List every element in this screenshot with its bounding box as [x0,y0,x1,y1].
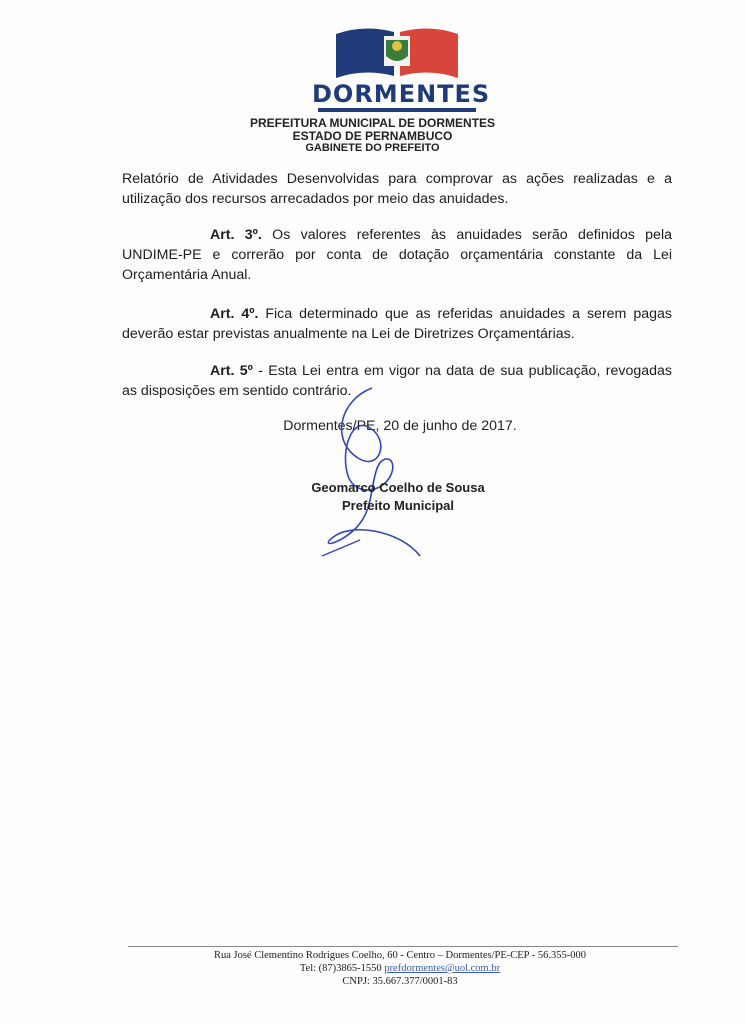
handwritten-signature-icon [300,380,440,570]
article-4-label: Art. 4º. [210,306,259,322]
flag-emblem-icon [334,26,460,78]
footer-email-link[interactable]: prefdormentes@uol.com.br [384,963,501,974]
header-office: GABINETE DO PREFEITO [305,142,440,154]
logo-name: DORMENTES [312,80,491,108]
header-municipality: PREFEITURA MUNICIPAL DE DORMENTES [249,116,496,130]
header-state: ESTADO DE PERNAMBUCO [292,129,453,143]
footer-cnpj: CNPJ: 35.667.377/0001-83 [342,976,458,987]
signer-title: Prefeito Municipal [342,498,454,513]
date-line: Dormentes/PE, 20 de junho de 2017. [283,418,517,434]
article-4-text: Fica determinado que as referidas anuidades a serem pagas deverão estar previstas anualmente na Lei de Diretrizes Orçamentárias. [122,306,672,342]
article-3 [122,225,672,285]
footer-divider [128,946,678,947]
footer-contact [0,963,745,974]
municipality-logo [312,26,491,108]
article-5-label: Art. 5º [210,363,253,379]
article-5-text: - Esta Lei entra em vigor na data de sua publicação, revogadas as disposições em sentido contrário. [122,363,672,399]
footer-tel: Tel: (87)3865-1550 [299,963,382,974]
signer-name: Geomarco Coelho de Sousa [311,480,485,495]
article-3-text: Os valores referentes às anuidades serão definidos pela UNDIME-PE e correrão por conta de dotação orçamentária constante da Lei Orçamentária Anual. [122,227,672,283]
article-4 [122,304,672,344]
logo-underline [318,108,476,112]
article-3-label: Art. 3º. [210,227,262,243]
footer-address: Rua José Clementino Rodrigues Coelho, 60 - Centro – Dormentes/PE-CEP - 56.355-000 [213,950,587,961]
paragraph-report: Relatório de Atividades Desenvolvidas para comprovar as ações realizadas e a utilização dos recursos arrecadados por meio das anuidades. [122,171,672,207]
